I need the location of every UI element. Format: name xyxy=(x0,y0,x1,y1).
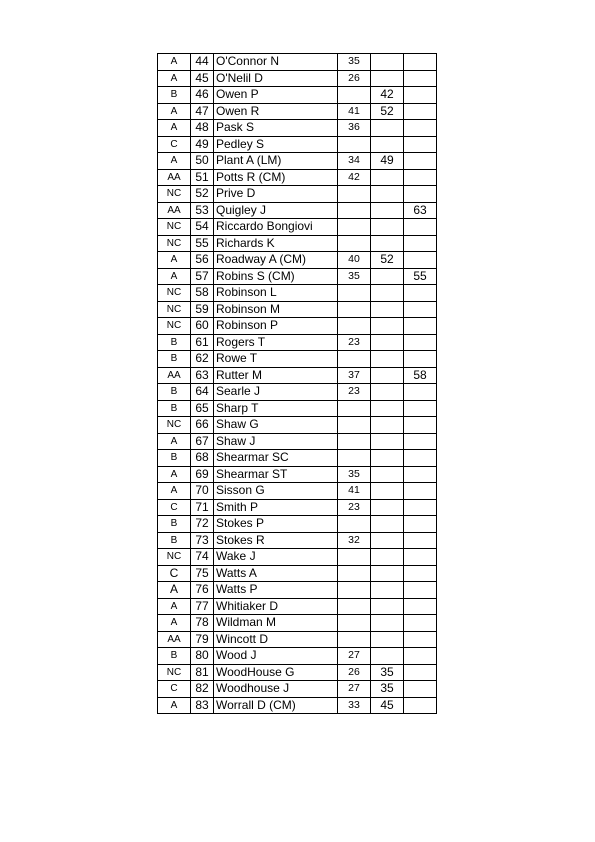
score-2-cell xyxy=(371,268,404,285)
name-cell: Potts R (CM) xyxy=(214,169,338,186)
score-3-cell xyxy=(404,70,437,87)
score-2-cell: 35 xyxy=(371,681,404,698)
score-1-cell xyxy=(338,87,371,104)
grade-cell: AA xyxy=(158,367,191,384)
grade-cell: C xyxy=(158,499,191,516)
score-3-cell xyxy=(404,384,437,401)
score-2-cell: 45 xyxy=(371,697,404,714)
number-cell: 82 xyxy=(191,681,214,698)
name-cell: Shaw G xyxy=(214,417,338,434)
score-3-cell: 63 xyxy=(404,202,437,219)
number-cell: 75 xyxy=(191,565,214,582)
score-3-cell xyxy=(404,252,437,269)
score-3-cell xyxy=(404,499,437,516)
table-row xyxy=(158,219,437,236)
score-2-cell xyxy=(371,285,404,302)
score-1-cell xyxy=(338,598,371,615)
number-cell: 50 xyxy=(191,153,214,170)
score-3-cell xyxy=(404,631,437,648)
name-cell: Pask S xyxy=(214,120,338,137)
score-3-cell xyxy=(404,103,437,120)
name-cell: Owen R xyxy=(214,103,338,120)
name-cell: Whitiaker D xyxy=(214,598,338,615)
score-1-cell: 35 xyxy=(338,54,371,71)
table-row xyxy=(158,334,437,351)
table-row xyxy=(158,367,437,384)
score-1-cell: 36 xyxy=(338,120,371,137)
score-table-body xyxy=(158,54,437,714)
name-cell: Watts P xyxy=(214,582,338,599)
score-2-cell xyxy=(371,516,404,533)
score-1-cell xyxy=(338,351,371,368)
score-3-cell xyxy=(404,87,437,104)
grade-cell: A xyxy=(158,268,191,285)
score-1-cell: 33 xyxy=(338,697,371,714)
score-3-cell xyxy=(404,120,437,137)
score-1-cell: 42 xyxy=(338,169,371,186)
grade-cell: NC xyxy=(158,417,191,434)
score-3-cell xyxy=(404,169,437,186)
table-row xyxy=(158,301,437,318)
grade-cell: NC xyxy=(158,219,191,236)
number-cell: 65 xyxy=(191,400,214,417)
score-3-cell xyxy=(404,136,437,153)
grade-cell: NC xyxy=(158,664,191,681)
name-cell: Stokes P xyxy=(214,516,338,533)
table-row xyxy=(158,450,437,467)
number-cell: 60 xyxy=(191,318,214,335)
table-row xyxy=(158,384,437,401)
number-cell: 45 xyxy=(191,70,214,87)
grade-cell: B xyxy=(158,384,191,401)
name-cell: Robins S (CM) xyxy=(214,268,338,285)
score-1-cell xyxy=(338,219,371,236)
score-2-cell xyxy=(371,186,404,203)
score-2-cell xyxy=(371,565,404,582)
score-3-cell xyxy=(404,219,437,236)
table-row xyxy=(158,351,437,368)
name-cell: Shaw J xyxy=(214,433,338,450)
score-2-cell xyxy=(371,169,404,186)
number-cell: 66 xyxy=(191,417,214,434)
name-cell: Robinson P xyxy=(214,318,338,335)
score-3-cell xyxy=(404,450,437,467)
score-3-cell xyxy=(404,285,437,302)
number-cell: 83 xyxy=(191,697,214,714)
name-cell: Sisson G xyxy=(214,483,338,500)
grade-cell: C xyxy=(158,136,191,153)
score-3-cell xyxy=(404,400,437,417)
number-cell: 73 xyxy=(191,532,214,549)
grade-cell: B xyxy=(158,516,191,533)
number-cell: 81 xyxy=(191,664,214,681)
score-1-cell: 35 xyxy=(338,466,371,483)
number-cell: 56 xyxy=(191,252,214,269)
grade-cell: NC xyxy=(158,235,191,252)
name-cell: Worrall D (CM) xyxy=(214,697,338,714)
score-1-cell: 34 xyxy=(338,153,371,170)
score-1-cell xyxy=(338,235,371,252)
score-1-cell xyxy=(338,136,371,153)
number-cell: 61 xyxy=(191,334,214,351)
name-cell: Wood J xyxy=(214,648,338,665)
number-cell: 63 xyxy=(191,367,214,384)
score-3-cell xyxy=(404,664,437,681)
score-2-cell xyxy=(371,648,404,665)
score-2-cell: 42 xyxy=(371,87,404,104)
number-cell: 70 xyxy=(191,483,214,500)
number-cell: 48 xyxy=(191,120,214,137)
number-cell: 74 xyxy=(191,549,214,566)
grade-cell: C xyxy=(158,681,191,698)
grade-cell: A xyxy=(158,697,191,714)
score-1-cell xyxy=(338,615,371,632)
score-2-cell xyxy=(371,466,404,483)
score-1-cell: 35 xyxy=(338,268,371,285)
name-cell: Wake J xyxy=(214,549,338,566)
grade-cell: NC xyxy=(158,285,191,302)
table-row xyxy=(158,120,437,137)
score-1-cell: 41 xyxy=(338,103,371,120)
number-cell: 58 xyxy=(191,285,214,302)
grade-cell: AA xyxy=(158,169,191,186)
number-cell: 46 xyxy=(191,87,214,104)
name-cell: Shearmar ST xyxy=(214,466,338,483)
name-cell: O'Nelil D xyxy=(214,70,338,87)
table-row xyxy=(158,252,437,269)
number-cell: 51 xyxy=(191,169,214,186)
grade-cell: B xyxy=(158,648,191,665)
table-row xyxy=(158,483,437,500)
score-3-cell xyxy=(404,549,437,566)
number-cell: 78 xyxy=(191,615,214,632)
number-cell: 47 xyxy=(191,103,214,120)
grade-cell: B xyxy=(158,400,191,417)
grade-cell: A xyxy=(158,615,191,632)
table-row xyxy=(158,648,437,665)
name-cell: O'Connor N xyxy=(214,54,338,71)
name-cell: Sharp T xyxy=(214,400,338,417)
table-row xyxy=(158,598,437,615)
grade-cell: A xyxy=(158,598,191,615)
table-row xyxy=(158,186,437,203)
name-cell: Watts A xyxy=(214,565,338,582)
grade-cell: B xyxy=(158,334,191,351)
score-1-cell xyxy=(338,400,371,417)
score-1-cell: 41 xyxy=(338,483,371,500)
name-cell: Quigley J xyxy=(214,202,338,219)
table-row xyxy=(158,70,437,87)
score-1-cell xyxy=(338,565,371,582)
score-2-cell xyxy=(371,120,404,137)
grade-cell: B xyxy=(158,351,191,368)
score-2-cell xyxy=(371,532,404,549)
score-2-cell xyxy=(371,219,404,236)
table-row xyxy=(158,153,437,170)
score-3-cell xyxy=(404,615,437,632)
score-3-cell xyxy=(404,318,437,335)
score-3-cell xyxy=(404,351,437,368)
score-2-cell: 35 xyxy=(371,664,404,681)
table-row xyxy=(158,235,437,252)
score-1-cell: 26 xyxy=(338,70,371,87)
score-2-cell xyxy=(371,384,404,401)
grade-cell: A xyxy=(158,433,191,450)
table-row xyxy=(158,54,437,71)
score-1-cell xyxy=(338,186,371,203)
score-1-cell xyxy=(338,631,371,648)
number-cell: 62 xyxy=(191,351,214,368)
number-cell: 71 xyxy=(191,499,214,516)
score-3-cell xyxy=(404,301,437,318)
grade-cell: AA xyxy=(158,202,191,219)
number-cell: 80 xyxy=(191,648,214,665)
number-cell: 57 xyxy=(191,268,214,285)
grade-cell: B xyxy=(158,87,191,104)
score-1-cell xyxy=(338,433,371,450)
name-cell: Rogers T xyxy=(214,334,338,351)
name-cell: Owen P xyxy=(214,87,338,104)
table-row xyxy=(158,87,437,104)
grade-cell: A xyxy=(158,153,191,170)
name-cell: Rowe T xyxy=(214,351,338,368)
number-cell: 54 xyxy=(191,219,214,236)
score-2-cell xyxy=(371,70,404,87)
score-1-cell: 23 xyxy=(338,384,371,401)
score-3-cell: 55 xyxy=(404,268,437,285)
table-row xyxy=(158,532,437,549)
score-3-cell xyxy=(404,516,437,533)
grade-cell: C xyxy=(158,565,191,582)
score-3-cell xyxy=(404,598,437,615)
table-row xyxy=(158,631,437,648)
table-row xyxy=(158,318,437,335)
score-2-cell xyxy=(371,54,404,71)
number-cell: 64 xyxy=(191,384,214,401)
score-2-cell xyxy=(371,351,404,368)
grade-cell: B xyxy=(158,532,191,549)
number-cell: 68 xyxy=(191,450,214,467)
score-2-cell xyxy=(371,499,404,516)
grade-cell: A xyxy=(158,70,191,87)
grade-cell: A xyxy=(158,252,191,269)
grade-cell: NC xyxy=(158,301,191,318)
score-1-cell: 40 xyxy=(338,252,371,269)
number-cell: 76 xyxy=(191,582,214,599)
score-2-cell xyxy=(371,433,404,450)
grade-cell: AA xyxy=(158,631,191,648)
number-cell: 77 xyxy=(191,598,214,615)
score-2-cell xyxy=(371,582,404,599)
name-cell: Shearmar SC xyxy=(214,450,338,467)
score-3-cell xyxy=(404,697,437,714)
score-1-cell: 27 xyxy=(338,681,371,698)
table-row xyxy=(158,285,437,302)
number-cell: 53 xyxy=(191,202,214,219)
score-3-cell xyxy=(404,186,437,203)
table-row xyxy=(158,664,437,681)
grade-cell: A xyxy=(158,582,191,599)
score-3-cell xyxy=(404,532,437,549)
score-1-cell xyxy=(338,516,371,533)
grade-cell: NC xyxy=(158,186,191,203)
name-cell: Wincott D xyxy=(214,631,338,648)
score-1-cell: 26 xyxy=(338,664,371,681)
score-2-cell xyxy=(371,301,404,318)
score-2-cell xyxy=(371,400,404,417)
score-2-cell xyxy=(371,598,404,615)
score-2-cell xyxy=(371,483,404,500)
grade-cell: A xyxy=(158,120,191,137)
table-row xyxy=(158,103,437,120)
score-1-cell xyxy=(338,301,371,318)
table-row xyxy=(158,549,437,566)
score-2-cell xyxy=(371,318,404,335)
score-1-cell xyxy=(338,549,371,566)
name-cell: Rutter M xyxy=(214,367,338,384)
table-row xyxy=(158,169,437,186)
score-3-cell xyxy=(404,235,437,252)
grade-cell: NC xyxy=(158,318,191,335)
score-2-cell xyxy=(371,615,404,632)
score-3-cell xyxy=(404,582,437,599)
table-row xyxy=(158,582,437,599)
number-cell: 52 xyxy=(191,186,214,203)
table-row xyxy=(158,417,437,434)
grade-cell: A xyxy=(158,483,191,500)
name-cell: Wildman M xyxy=(214,615,338,632)
score-2-cell xyxy=(371,235,404,252)
number-cell: 49 xyxy=(191,136,214,153)
number-cell: 55 xyxy=(191,235,214,252)
table-row xyxy=(158,466,437,483)
name-cell: Robinson L xyxy=(214,285,338,302)
score-2-cell xyxy=(371,417,404,434)
table-row xyxy=(158,516,437,533)
score-3-cell xyxy=(404,648,437,665)
table-row xyxy=(158,499,437,516)
score-2-cell xyxy=(371,549,404,566)
table-row xyxy=(158,681,437,698)
table-row xyxy=(158,615,437,632)
score-3-cell xyxy=(404,334,437,351)
score-3-cell xyxy=(404,565,437,582)
score-3-cell xyxy=(404,153,437,170)
score-1-cell xyxy=(338,450,371,467)
score-3-cell xyxy=(404,681,437,698)
table-row xyxy=(158,697,437,714)
name-cell: Riccardo Bongiovi xyxy=(214,219,338,236)
score-2-cell xyxy=(371,450,404,467)
score-table xyxy=(157,53,437,714)
score-2-cell: 52 xyxy=(371,103,404,120)
grade-cell: B xyxy=(158,450,191,467)
score-1-cell xyxy=(338,318,371,335)
number-cell: 67 xyxy=(191,433,214,450)
name-cell: Roadway A (CM) xyxy=(214,252,338,269)
table-row xyxy=(158,202,437,219)
name-cell: Prive D xyxy=(214,186,338,203)
name-cell: Richards K xyxy=(214,235,338,252)
score-3-cell xyxy=(404,433,437,450)
score-2-cell xyxy=(371,367,404,384)
name-cell: Pedley S xyxy=(214,136,338,153)
table-row xyxy=(158,433,437,450)
score-1-cell xyxy=(338,417,371,434)
name-cell: Stokes R xyxy=(214,532,338,549)
name-cell: WoodHouse G xyxy=(214,664,338,681)
score-2-cell: 52 xyxy=(371,252,404,269)
score-3-cell xyxy=(404,417,437,434)
score-1-cell: 27 xyxy=(338,648,371,665)
score-3-cell xyxy=(404,466,437,483)
score-2-cell xyxy=(371,202,404,219)
table-row xyxy=(158,565,437,582)
grade-cell: A xyxy=(158,103,191,120)
grade-cell: NC xyxy=(158,549,191,566)
name-cell: Woodhouse J xyxy=(214,681,338,698)
score-1-cell xyxy=(338,285,371,302)
name-cell: Plant A (LM) xyxy=(214,153,338,170)
name-cell: Searle J xyxy=(214,384,338,401)
number-cell: 44 xyxy=(191,54,214,71)
score-1-cell xyxy=(338,582,371,599)
table-row xyxy=(158,268,437,285)
score-1-cell: 37 xyxy=(338,367,371,384)
number-cell: 72 xyxy=(191,516,214,533)
score-1-cell: 23 xyxy=(338,499,371,516)
number-cell: 59 xyxy=(191,301,214,318)
score-1-cell xyxy=(338,202,371,219)
grade-cell: A xyxy=(158,466,191,483)
table-row xyxy=(158,400,437,417)
score-2-cell xyxy=(371,334,404,351)
score-3-cell xyxy=(404,54,437,71)
table-row xyxy=(158,136,437,153)
number-cell: 69 xyxy=(191,466,214,483)
score-2-cell xyxy=(371,136,404,153)
score-2-cell xyxy=(371,631,404,648)
name-cell: Robinson M xyxy=(214,301,338,318)
score-1-cell: 23 xyxy=(338,334,371,351)
score-3-cell xyxy=(404,483,437,500)
score-2-cell: 49 xyxy=(371,153,404,170)
score-1-cell: 32 xyxy=(338,532,371,549)
number-cell: 79 xyxy=(191,631,214,648)
grade-cell: A xyxy=(158,54,191,71)
name-cell: Smith P xyxy=(214,499,338,516)
score-3-cell: 58 xyxy=(404,367,437,384)
